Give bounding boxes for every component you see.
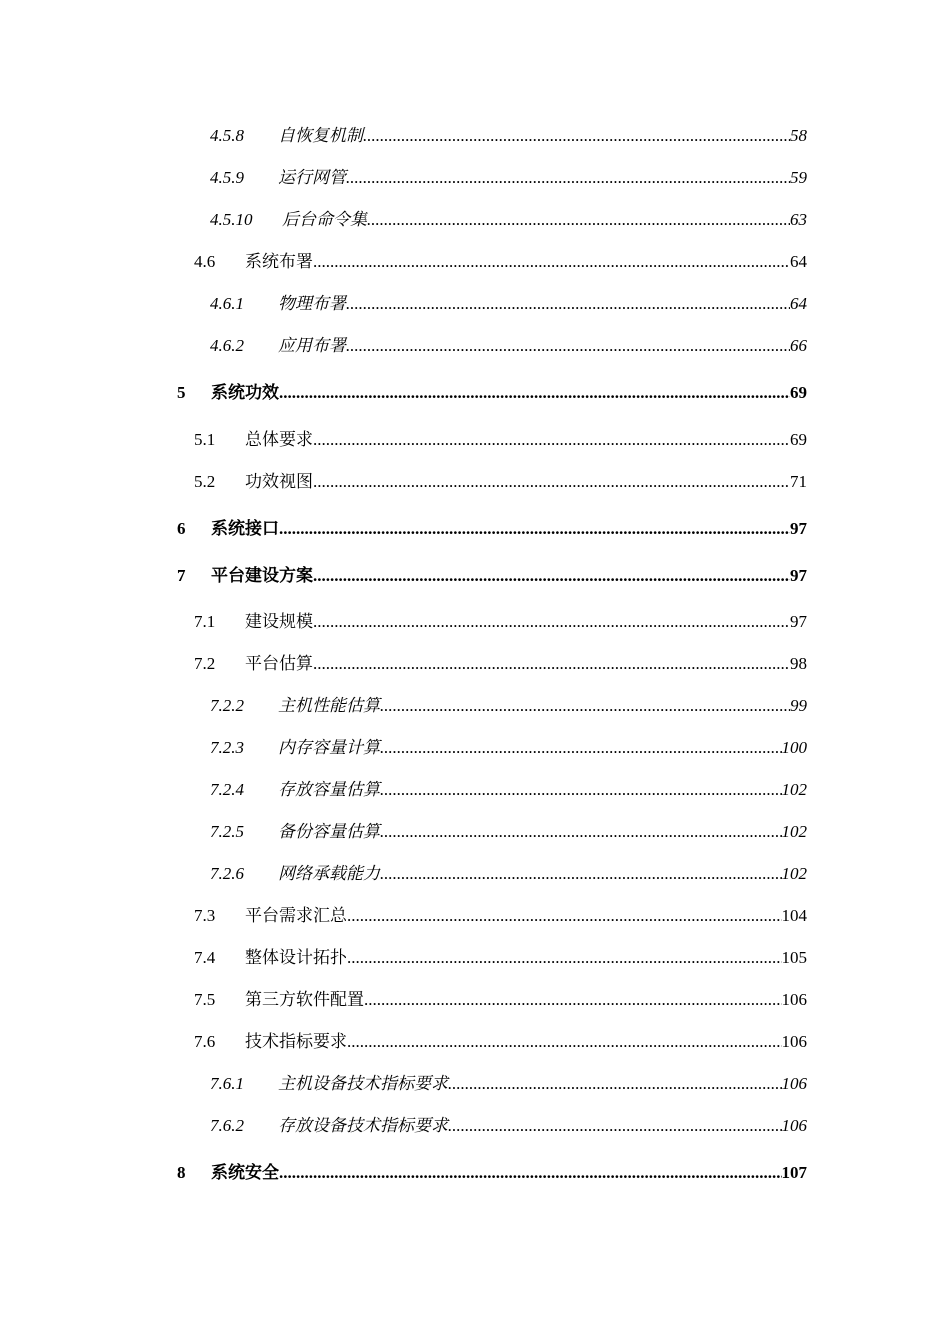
toc-entry[interactable] bbox=[177, 381, 807, 405]
toc-dot-leader bbox=[346, 292, 790, 316]
toc-entry[interactable] bbox=[210, 820, 807, 844]
toc-entry-page: 64 bbox=[790, 252, 807, 271]
toc-entry-number: 4.5.9 bbox=[210, 168, 244, 187]
toc-entry-number: 5.2 bbox=[194, 472, 216, 491]
toc-entry-title: 内存容量计算 bbox=[278, 738, 380, 757]
toc-entry[interactable] bbox=[210, 208, 807, 232]
toc-entry-page: 106 bbox=[781, 990, 807, 1009]
toc-entry-number: 4.5.10 bbox=[210, 210, 253, 229]
toc-entry-page: 69 bbox=[790, 383, 807, 402]
toc-entry-number: 7.1 bbox=[194, 612, 216, 631]
toc-entry-title: 建设规模 bbox=[245, 612, 313, 631]
toc-entry-number: 7.2.4 bbox=[210, 780, 244, 799]
toc-entry-title: 系统接口 bbox=[211, 519, 279, 538]
toc-entry-title: 主机性能估算 bbox=[278, 696, 380, 715]
toc-entry[interactable] bbox=[194, 250, 807, 274]
toc-entry-number: 7.2.2 bbox=[210, 696, 244, 715]
toc-entry[interactable] bbox=[177, 564, 807, 588]
toc-entry-title: 第三方软件配置 bbox=[245, 990, 364, 1009]
toc-entry-title: 平台需求汇总 bbox=[245, 906, 347, 925]
toc-dot-leader bbox=[313, 564, 790, 588]
toc-entry-number: 4.6.1 bbox=[210, 294, 244, 313]
toc-dot-leader bbox=[380, 820, 782, 844]
toc-entry-page: 59 bbox=[790, 168, 807, 187]
toc-dot-leader bbox=[380, 694, 790, 718]
toc-entry-page: 97 bbox=[790, 566, 807, 585]
toc-entry-title: 网络承载能力 bbox=[278, 864, 380, 883]
toc-entry-title: 存放容量估算 bbox=[278, 780, 380, 799]
toc-entry-title: 功效视图 bbox=[245, 472, 313, 491]
toc-entry-page: 102 bbox=[781, 780, 807, 799]
toc-entry-number: 7.3 bbox=[194, 906, 216, 925]
toc-entry-page: 100 bbox=[781, 738, 807, 757]
toc-entry-number: 7.5 bbox=[194, 990, 216, 1009]
toc-dot-leader bbox=[364, 988, 782, 1012]
toc-dot-leader bbox=[313, 470, 790, 494]
toc-entry[interactable] bbox=[210, 694, 807, 718]
toc-entry-page: 98 bbox=[790, 654, 807, 673]
toc-entry[interactable] bbox=[210, 166, 807, 190]
toc-entry-title: 主机设备技术指标要求 bbox=[278, 1074, 448, 1093]
toc-entry[interactable] bbox=[194, 904, 807, 928]
toc-entry-page: 71 bbox=[790, 472, 807, 491]
toc-entry[interactable] bbox=[210, 778, 807, 802]
toc-entry-title: 后台命令集 bbox=[282, 210, 367, 229]
toc-entry-number: 7.6.1 bbox=[210, 1074, 244, 1093]
toc-entry-page: 104 bbox=[781, 906, 807, 925]
toc-dot-leader bbox=[313, 610, 790, 634]
toc-entry-number: 7.2 bbox=[194, 654, 216, 673]
toc-entry-number: 7.4 bbox=[194, 948, 216, 967]
toc-entry-title: 总体要求 bbox=[245, 430, 313, 449]
toc-entry-title: 平台估算 bbox=[245, 654, 313, 673]
toc-dot-leader bbox=[313, 652, 790, 676]
toc-dot-leader bbox=[346, 166, 790, 190]
toc-entry-number: 7.2.3 bbox=[210, 738, 244, 757]
toc-dot-leader bbox=[380, 778, 782, 802]
toc-entry-page: 105 bbox=[781, 948, 807, 967]
toc-entry[interactable] bbox=[210, 292, 807, 316]
toc-entry[interactable] bbox=[210, 736, 807, 760]
toc-entry-number: 7 bbox=[177, 566, 186, 585]
toc-entry-page: 97 bbox=[790, 612, 807, 631]
toc-entry-page: 64 bbox=[790, 294, 807, 313]
toc-dot-leader bbox=[367, 208, 790, 232]
toc-entry[interactable] bbox=[194, 988, 807, 1012]
toc-entry-number: 7.6.2 bbox=[210, 1116, 244, 1135]
toc-entry-title: 存放设备技术指标要求 bbox=[278, 1116, 448, 1135]
toc-dot-leader bbox=[448, 1072, 782, 1096]
toc-entry-title: 备份容量估算 bbox=[278, 822, 380, 841]
toc-dot-leader bbox=[279, 1161, 782, 1185]
toc-entry-title: 自恢复机制 bbox=[278, 126, 363, 145]
toc-entry-page: 63 bbox=[790, 210, 807, 229]
toc-entry-page: 106 bbox=[781, 1116, 807, 1135]
toc-entry[interactable] bbox=[194, 428, 807, 452]
toc-dot-leader bbox=[279, 381, 790, 405]
toc-dot-leader bbox=[279, 517, 790, 541]
toc-entry-number: 5.1 bbox=[194, 430, 216, 449]
toc-dot-leader bbox=[380, 736, 782, 760]
toc-entry[interactable] bbox=[177, 1161, 807, 1185]
toc-entry[interactable] bbox=[177, 517, 807, 541]
toc-entry-title: 物理布署 bbox=[278, 294, 346, 313]
toc-entry[interactable] bbox=[210, 124, 807, 148]
toc-dot-leader bbox=[380, 862, 782, 886]
toc-entry-title: 平台建设方案 bbox=[211, 566, 313, 585]
toc-entry-page: 99 bbox=[790, 696, 807, 715]
toc-entry[interactable] bbox=[210, 1114, 807, 1138]
toc-entry-page: 69 bbox=[790, 430, 807, 449]
toc-entry-number: 4.6.2 bbox=[210, 336, 244, 355]
toc-dot-leader bbox=[347, 946, 782, 970]
toc-entry-number: 7.2.5 bbox=[210, 822, 244, 841]
toc-entry-number: 7.2.6 bbox=[210, 864, 244, 883]
toc-entry[interactable] bbox=[194, 610, 807, 634]
toc-entry-number: 8 bbox=[177, 1163, 186, 1182]
toc-entry-number: 6 bbox=[177, 519, 186, 538]
toc-dot-leader bbox=[346, 334, 790, 358]
toc-entry-page: 97 bbox=[790, 519, 807, 538]
toc-entry-page: 102 bbox=[781, 864, 807, 883]
toc-dot-leader bbox=[313, 428, 790, 452]
toc-dot-leader bbox=[363, 124, 790, 148]
toc-entry[interactable] bbox=[194, 1030, 807, 1054]
toc-entry[interactable] bbox=[210, 862, 807, 886]
toc-dot-leader bbox=[313, 250, 790, 274]
toc-entry[interactable] bbox=[210, 334, 807, 358]
toc-entry-title: 应用布署 bbox=[278, 336, 346, 355]
toc-entry-page: 66 bbox=[790, 336, 807, 355]
toc-entry[interactable] bbox=[194, 652, 807, 676]
toc-entry-title: 系统布署 bbox=[245, 252, 313, 271]
toc-entry-title: 运行网管 bbox=[278, 168, 346, 187]
toc-entry-page: 106 bbox=[781, 1074, 807, 1093]
toc-entry[interactable] bbox=[210, 1072, 807, 1096]
toc-dot-leader bbox=[347, 904, 782, 928]
toc-entry-title: 系统功效 bbox=[211, 383, 279, 402]
toc-dot-leader bbox=[448, 1114, 782, 1138]
toc-entry[interactable] bbox=[194, 470, 807, 494]
toc-entry-title: 整体设计拓扑 bbox=[245, 948, 347, 967]
toc-entry-page: 107 bbox=[781, 1163, 807, 1182]
toc-entry[interactable] bbox=[194, 946, 807, 970]
toc-entry-title: 技术指标要求 bbox=[245, 1032, 347, 1051]
toc-entry-number: 7.6 bbox=[194, 1032, 216, 1051]
toc-entry-number: 5 bbox=[177, 383, 186, 402]
toc-entry-title: 系统安全 bbox=[211, 1163, 279, 1182]
toc-dot-leader bbox=[347, 1030, 782, 1054]
toc-entry-page: 102 bbox=[781, 822, 807, 841]
toc-entry-number: 4.6 bbox=[194, 252, 216, 271]
toc-entry-page: 106 bbox=[781, 1032, 807, 1051]
toc-entry-number: 4.5.8 bbox=[210, 126, 244, 145]
toc-entry-page: 58 bbox=[790, 126, 807, 145]
